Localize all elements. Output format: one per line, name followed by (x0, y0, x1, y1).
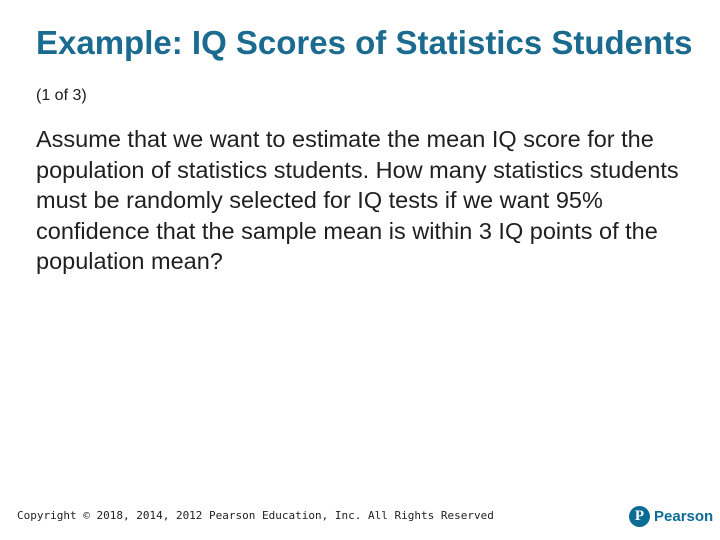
slide-title-main: Example: IQ Scores of Statistics Students (36, 24, 693, 61)
slide-title-part-indicator: (1 of 3) (36, 87, 87, 104)
pearson-logo-text: Pearson (654, 508, 714, 525)
pearson-logo-icon: P (629, 506, 650, 527)
slide-body-text: Assume that we want to estimate the mean IQ score for the population of statistics students. How many statistics students must be randomly selected for IQ tests if we want 95% confidence that the sample mean is within 3 IQ points of the population mean? (36, 126, 679, 274)
copyright-footer: Copyright © 2018, 2014, 2012 Pearson Education, Inc. All Rights Reserved (17, 509, 494, 522)
pearson-logo (629, 506, 713, 527)
slide-title (36, 20, 696, 119)
